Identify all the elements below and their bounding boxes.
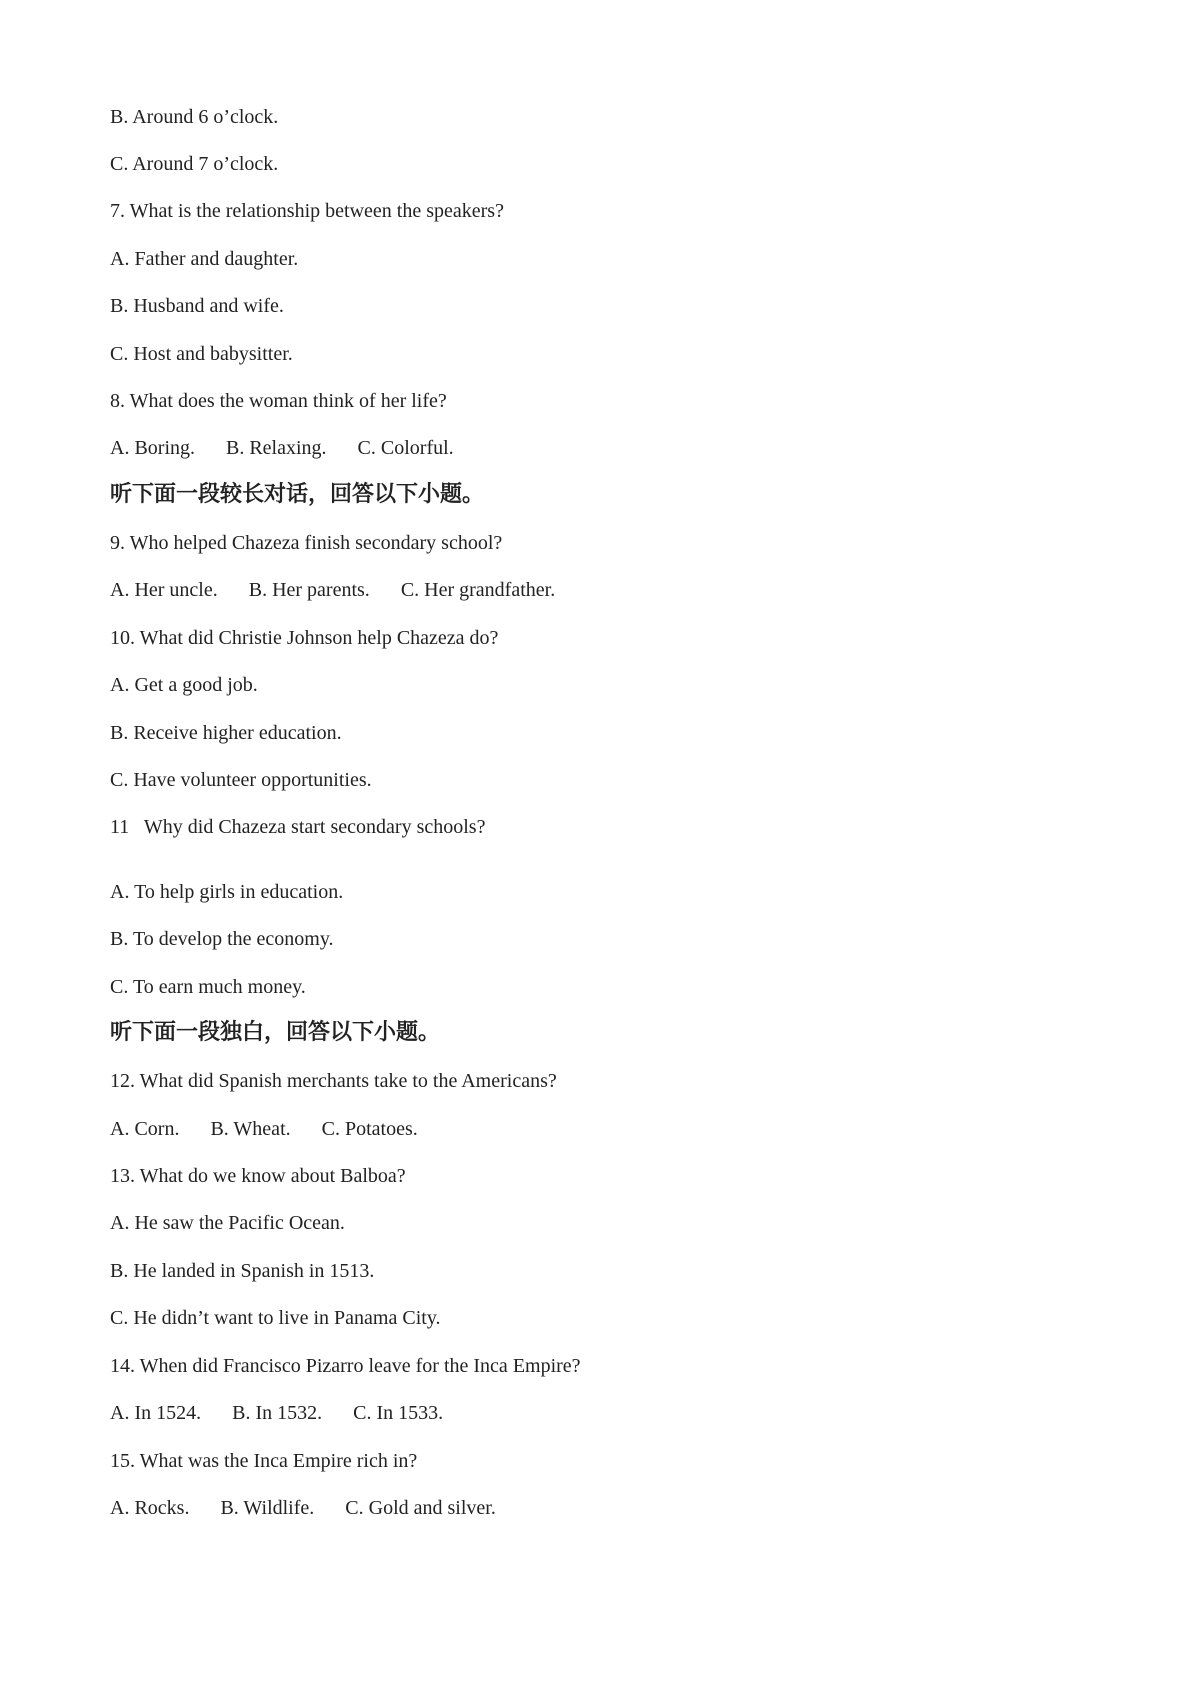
section-heading-dialogue: 听下面一段较长对话，回答以下小题。 bbox=[110, 482, 485, 507]
question-10: 10. What did Christie Johnson help Chazeza do? bbox=[110, 627, 499, 649]
question-12: 12. What did Spanish merchants take to the Americans? bbox=[110, 1070, 557, 1092]
q12-options bbox=[110, 1117, 418, 1141]
q15-options bbox=[110, 1496, 496, 1520]
q7-option-b: B. Husband and wife. bbox=[110, 295, 284, 317]
question-9: 9. Who helped Chazeza finish secondary school? bbox=[110, 532, 503, 554]
section-heading-monologue: 听下面一段独白，回答以下小题。 bbox=[110, 1020, 441, 1045]
q12-option-a: A. Corn. bbox=[110, 1118, 180, 1140]
question-14: 14. When did Francisco Pizarro leave for the Inca Empire? bbox=[110, 1355, 581, 1377]
q11-option-a: A. To help girls in education. bbox=[110, 881, 344, 903]
question-8: 8. What does the woman think of her life? bbox=[110, 390, 447, 412]
q9-option-a: A. Her uncle. bbox=[110, 579, 218, 601]
question-11: 11 Why did Chazeza start secondary schools? bbox=[110, 816, 486, 838]
q14-option-b: B. In 1532. bbox=[232, 1402, 323, 1424]
q13-option-c: C. He didn’t want to live in Panama City. bbox=[110, 1307, 441, 1329]
q8-option-c: C. Colorful. bbox=[357, 437, 454, 459]
q14-option-c: C. In 1533. bbox=[353, 1402, 444, 1424]
q9-option-b: B. Her parents. bbox=[248, 579, 370, 601]
q8-option-b: B. Relaxing. bbox=[226, 437, 327, 459]
q9-option-c: C. Her grandfather. bbox=[400, 579, 556, 601]
q10-option-b: B. Receive higher education. bbox=[110, 722, 342, 744]
q6-option-c: C. Around 7 o’clock. bbox=[110, 153, 279, 175]
q12-option-b: B. Wheat. bbox=[210, 1118, 291, 1140]
q6-option-b: B. Around 6 o’clock. bbox=[110, 106, 279, 128]
q8-options bbox=[110, 436, 454, 460]
q14-option-a: A. In 1524. bbox=[110, 1402, 202, 1424]
q10-option-c: C. Have volunteer opportunities. bbox=[110, 769, 372, 791]
q15-option-a: A. Rocks. bbox=[110, 1497, 190, 1519]
question-13: 13. What do we know about Balboa? bbox=[110, 1165, 406, 1187]
q13-option-a: A. He saw the Pacific Ocean. bbox=[110, 1212, 345, 1234]
question-15: 15. What was the Inca Empire rich in? bbox=[110, 1450, 418, 1472]
q7-option-a: A. Father and daughter. bbox=[110, 248, 299, 270]
q15-option-b: B. Wildlife. bbox=[220, 1497, 315, 1519]
q14-options bbox=[110, 1401, 443, 1425]
q10-option-a: A. Get a good job. bbox=[110, 674, 258, 696]
q15-option-c: C. Gold and silver. bbox=[345, 1497, 496, 1519]
q9-options bbox=[110, 578, 555, 602]
q12-option-c: C. Potatoes. bbox=[321, 1118, 418, 1140]
q8-option-a: A. Boring. bbox=[110, 437, 195, 459]
q11-option-b: B. To develop the economy. bbox=[110, 928, 334, 950]
question-7: 7. What is the relationship between the speakers? bbox=[110, 200, 504, 222]
q7-option-c: C. Host and babysitter. bbox=[110, 343, 293, 365]
q13-option-b: B. He landed in Spanish in 1513. bbox=[110, 1260, 375, 1282]
q11-option-c: C. To earn much money. bbox=[110, 976, 306, 998]
